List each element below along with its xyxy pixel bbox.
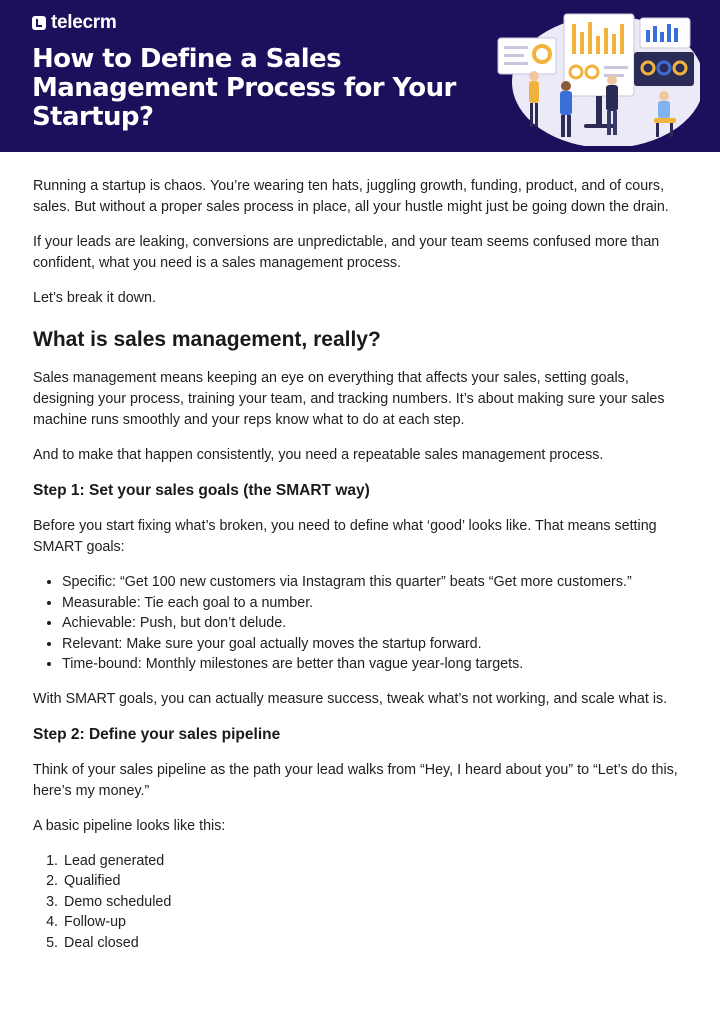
intro-paragraph: Let’s break it down. (33, 290, 156, 306)
article-body (0, 176, 720, 953)
list-item: 5. Deal closed (62, 933, 687, 954)
step2-list-intro: A basic pipeline looks like this: (33, 817, 226, 834)
sales-dashboard-team-illustration (496, 10, 700, 146)
list-item: • Time-bound: Monthly milestones are better than vague year-long targets. (62, 654, 687, 675)
list-item: • Achievable: Push, but don’t delude. (62, 613, 687, 634)
step2-intro: Think of your sales pipeline as the path your lead walks from “Hey, I heard about you” to “Let’s do this, here’s my money.” (33, 761, 678, 799)
section-paragraph: And to make that happen consistently, you need a repeatable sales management process. (33, 447, 604, 463)
list-item: 2. Qualified (62, 871, 687, 892)
intro-paragraph: If your leads are leaking, conversions are unpredictable, and your team seems confused more than confident, what you need is a sales management process. (33, 234, 660, 271)
brand-name: telecrm (51, 12, 117, 33)
list-item: • Relevant: Make sure your goal actually moves the startup forward. (62, 634, 687, 655)
brand-logo[interactable] (32, 12, 117, 34)
step2-heading: Step 2: Define your sales pipeline (33, 725, 281, 743)
step1-outro: With SMART goals, you can actually measure success, tweak what’s not working, and scale what is. (33, 690, 668, 707)
page-title: How to Define a Sales Management Process for Your Startup? (32, 44, 456, 132)
smart-goals-list (33, 572, 687, 675)
header-banner (0, 0, 720, 152)
pipeline-stages-list (33, 851, 687, 954)
list-item: 3. Demo scheduled (62, 892, 687, 913)
list-item: • Specific: “Get 100 new customers via Instagram this quarter” beats “Get more customers.” (62, 572, 687, 593)
step1-intro: Before you start fixing what’s broken, you need to define what ‘good’ looks like. That means setting SMART goals: (33, 518, 657, 555)
step1-heading: Step 1: Set your sales goals (the SMART way) (33, 482, 370, 499)
intro-paragraph: Running a startup is chaos. You’re wearing ten hats, juggling growth, funding, product, and of cours, sales. But without a proper sales process in place, all your hustle might just be going down the drain. (33, 178, 669, 215)
telecrm-logo-icon (32, 16, 46, 30)
section-heading-sales-management: What is sales management, really? (33, 328, 381, 351)
list-item: • Measurable: Tie each goal to a number. (62, 593, 687, 614)
section-paragraph: Sales management means keeping an eye on everything that affects your sales, setting goals, designing your process, training your team, and tracking numbers. It’s about making sure your sales machine runs smoothly and your reps know what to do at each step. (33, 370, 665, 428)
list-item: 1. Lead generated (62, 851, 687, 872)
list-item: 4. Follow-up (62, 912, 687, 933)
